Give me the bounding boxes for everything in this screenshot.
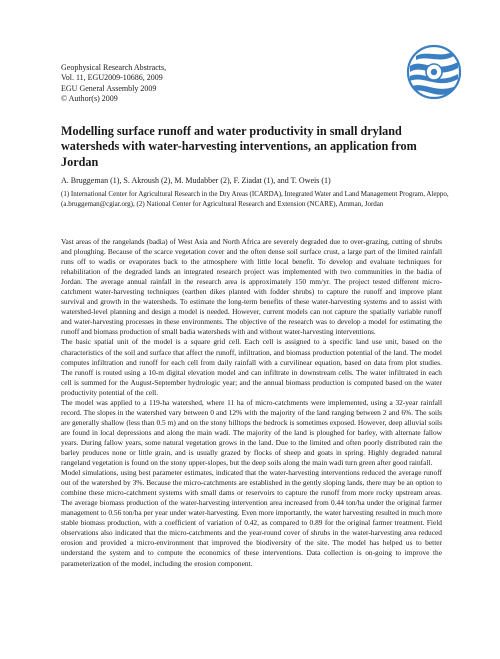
paper-title: Modelling surface runoff and water productivity in small dryland watersheds with water-harvesting interventions, an application from Jordan: [61, 124, 417, 169]
abstract-body: [61, 237, 442, 569]
publication-header: [61, 63, 166, 104]
volume-info: Vol. 11, EGU2009-10686, 2009: [61, 73, 163, 83]
assembly-info: EGU General Assembly 2009: [61, 83, 157, 93]
abstract-paragraph: The model was applied to a 119-ha watershed, where 11 ha of micro-catchments were implemented, using a 32-year rainfall record. The slopes in the watershed vary between 0 and 12% with the majority of the land ranging between 2 and 6%. The soils are generally shallow (less than 0.5 m) and on the stony hilltops the bedrock is sometimes exposed. However, deep alluvial soils are found in local depressions and along the main wadi. The majority of the land is ploughed for barley, with alternate fallow years. During fallow years, some natural vegetation grows in the land. Due to the limited and often poorly distributed rain the barley produces none or little grain, and is usually grazed by flocks of sheep and goats in spring. Highly degraded natural rangeland vegetation is found on the stony upper-slopes, but the deep soils along the main wadi turn green after good rainfall.: [61, 397, 442, 468]
abstract-paragraph: Vast areas of the rangelands (badia) of West Asia and North Africa are severely degraded due to over-grazing, cutting of shrubs and ploughing. Because of the scarce vegetation cover and the often dense soil surface crust, a large part of the limited rainfall runs off to wadis or evaporates back to the atmosphere with little local benefit. To develop and evaluate techniques for rehabilitation of the degraded lands an integrated research project was implemented with two communities in the badia of Jordan. The average annual rainfall in the research area is approximately 150 mm/yr. The project tested different micro-catchment water-harvesting techniques (earthen dikes planted with fodder shrubs) to capture the runoff and improve plant survival and growth in the watersheds. To estimate the long-term benefits of these water-harvesting systems and to assist with watershed-level planning and design a model is needed. However, current models can not capture the spatially variable runoff and water-harvesting processes in these environments. The objective of the research was to develop a model for estimating the runoff and biomass production of small badia watersheds with and without water-harvesting interventions.: [61, 237, 442, 337]
affiliations: (1) International Center for Agricultural Research in the Dry Areas (ICARDA), Integrated Water and Land Management Program, Aleppo, (a.bruggeman@cgiar.org), (2) National Center for Agricultural Research and Extension (NCARE), Amman, Jordan: [61, 190, 449, 209]
journal-name: Geophysical Research Abstracts,: [61, 63, 167, 72]
abstract-paragraph: The basic spatial unit of the model is a square grid cell. Each cell is assigned to a specific land use unit, based on the characteristics of the soil and surface that affect the runoff, infiltration, and biomass production potential of the land. The model computes infiltration and runoff for each cell from daily rainfall with a curvilinear equation, based on data from plot studies. The runoff is routed using a 10-m digital elevation model and can infiltrate in downstream cells. The water infiltrated in each cell is summed for the August-September hydrologic year; and the annual biomass production is computed based on the water productivity potential of the cell.: [61, 337, 442, 397]
copyright-notice: © Author(s) 2009: [61, 93, 118, 103]
author-list: A. Bruggeman (1), S. Akroush (2), M. Mudabber (2), F. Ziadat (1), and T. Oweis (1): [61, 176, 331, 185]
abstract-paragraph: Model simulations, using best parameter estimates, indicated that the water-harvesting interventions reduced the average runoff out of the watershed by 3%. Because the micro-catchments are established in the gently sloping lands, there may be an option to combine these micro-catchment systems with small dams or reservoirs to capture the runoff from more rocky upstream areas. The average biomass production of the water-harvesting intervention area increased from 0.44 ton/ha under the original farmer management to 0.56 ton/ha per year under water-harvesting. Even more importantly, the water harvesting resulted in much more stable biomass production, with a coefficient of variation of 0.42, as compared to 0.89 for the original farmer treatment. Field observations also indicated that the micro-catchments and the year-round cover of shrubs in the water-harvesting area reduced erosion and provided a micro-environment that improved the biodiversity of the site. The model has helped us to better understand the system and to compute the economics of these interventions. Data collection is on-going to improve the parameterization of the model, including the erosion component.: [61, 468, 442, 568]
egu-logo-icon: [406, 44, 462, 100]
